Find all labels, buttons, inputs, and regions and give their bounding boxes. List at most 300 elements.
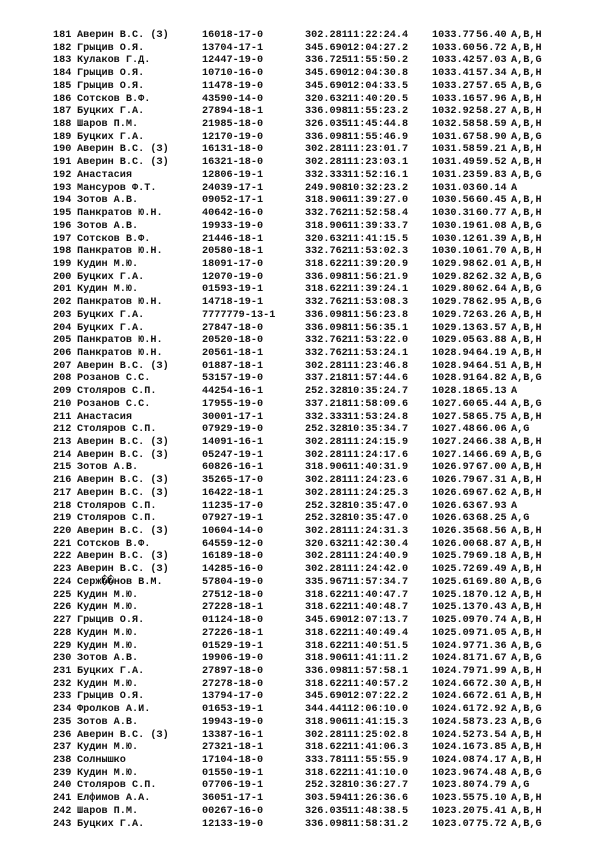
score-value: 67.31: [476, 475, 507, 487]
score-value: 71.67: [476, 653, 507, 665]
ring-code: 01653-19-1: [202, 704, 264, 716]
ring-code: 64559-12-0: [202, 538, 264, 550]
participant-name: Буцких Г.А.: [77, 271, 145, 283]
participant-name: Анастасия: [77, 411, 133, 423]
speed-value: 1024.66: [432, 678, 475, 690]
arrival-time: 10:36:27.7: [347, 780, 409, 792]
distance-value: 320.632: [305, 538, 348, 550]
speed-value: 1033.77: [432, 30, 475, 41]
participant-name: Аверин В.С. (З): [77, 437, 169, 448]
row-number: 238: [53, 754, 72, 766]
score-value: 67.00: [476, 462, 507, 474]
distance-value: 336.098: [305, 818, 348, 830]
score-value: 65.75: [476, 411, 507, 423]
speed-value: 1027.24: [432, 437, 475, 448]
ring-code: 20580-18-1: [202, 246, 264, 258]
ring-code: 27228-18-1: [202, 602, 264, 614]
distance-value: 332.762: [305, 347, 348, 359]
distance-value: 302.281: [305, 30, 348, 41]
participant-name: Шаров П.М.: [77, 119, 139, 131]
category-flags: A,B,H: [511, 157, 542, 169]
score-value: 73.85: [476, 742, 507, 754]
row-number: 241: [53, 793, 72, 805]
speed-value: 1031.23: [432, 169, 475, 181]
row-number: 235: [53, 716, 72, 728]
arrival-time: 11:23:46.8: [347, 360, 409, 372]
score-value: 63.88: [476, 335, 507, 347]
table-row: [0, 615, 600, 628]
participant-name: Кудин М.Ю.: [77, 640, 139, 652]
distance-value: 332.762: [305, 208, 348, 220]
score-value: 66.38: [476, 437, 507, 448]
participant-name: Кудин М.Ю.: [77, 602, 139, 614]
ring-code: 11235-17-0: [202, 500, 264, 512]
row-number: 210: [53, 398, 72, 410]
row-number: 219: [53, 513, 72, 525]
score-value: 62.32: [476, 271, 507, 283]
table-row: [0, 399, 600, 412]
row-number: 209: [53, 386, 72, 398]
participant-name: Зотов А.В.: [77, 220, 139, 232]
row-number: 223: [53, 564, 72, 576]
score-value: 73.23: [476, 716, 507, 728]
ring-code: 27226-18-1: [202, 627, 264, 639]
ring-code: 16189-18-0: [202, 551, 264, 563]
table-row: [0, 43, 600, 56]
score-value: 63.57: [476, 322, 507, 334]
speed-value: 1024.16: [432, 742, 475, 754]
participant-name: Панкратов Ю.Н.: [77, 347, 163, 359]
score-value: 64.19: [476, 347, 507, 359]
ring-code: 01550-19-1: [202, 767, 264, 779]
score-value: 56.72: [476, 42, 507, 54]
score-value: 68.87: [476, 538, 507, 550]
ring-code: 17104-18-0: [202, 754, 264, 766]
speed-value: 1033.16: [432, 93, 475, 105]
distance-value: 318.622: [305, 742, 348, 754]
category-flags: A,B,G: [511, 767, 542, 779]
distance-value: 318.622: [305, 589, 348, 601]
ring-code: 27278-18-0: [202, 678, 264, 690]
distance-value: 345.690: [305, 615, 348, 627]
score-value: 65.13: [476, 386, 507, 398]
table-row: [0, 94, 600, 107]
row-number: 206: [53, 347, 72, 359]
category-flags: A,B,H: [511, 246, 542, 258]
table-row: [0, 450, 600, 463]
ring-code: 12806-19-1: [202, 169, 264, 181]
score-value: 71.36: [476, 640, 507, 652]
speed-value: 1033.41: [432, 68, 475, 80]
ring-code: 13794-17-0: [202, 691, 264, 703]
speed-value: 1027.58: [432, 411, 475, 423]
participant-name: Аверин В.С. (З): [77, 526, 169, 538]
table-row: [0, 68, 600, 81]
score-value: 58.59: [476, 119, 507, 131]
ring-code: 27847-18-0: [202, 322, 264, 334]
participant-name: Серж��нов В.М.: [77, 576, 163, 588]
table-row: [0, 768, 600, 781]
category-flags: A,B,H: [511, 195, 542, 207]
score-value: 71.99: [476, 665, 507, 677]
table-row: [0, 157, 600, 170]
participant-name: Кулаков Г.Д.: [77, 55, 151, 67]
row-number: 214: [53, 449, 72, 461]
speed-value: 1024.66: [432, 691, 475, 703]
ring-code: 01593-19-1: [202, 284, 264, 296]
participant-name: Аверин В.С. (З): [77, 30, 169, 41]
participant-name: Зотов А.В.: [77, 195, 139, 207]
row-number: 191: [53, 157, 72, 169]
category-flags: A,B,G: [511, 80, 542, 92]
ring-code: 24039-17-1: [202, 182, 264, 194]
arrival-time: 11:53:08.3: [347, 297, 409, 309]
arrival-time: 12:07:22.2: [347, 691, 409, 703]
table-row: [0, 551, 600, 564]
score-value: 66.06: [476, 424, 507, 436]
category-flags: A,B,H: [511, 144, 542, 156]
score-value: 59.21: [476, 144, 507, 156]
participant-name: Аверин В.С. (З): [77, 551, 169, 563]
distance-value: 345.690: [305, 42, 348, 54]
ring-code: 19943-19-0: [202, 716, 264, 728]
speed-value: 1027.14: [432, 449, 475, 461]
speed-value: 1026.79: [432, 475, 475, 487]
table-row: [0, 742, 600, 755]
speed-value: 1026.00: [432, 538, 475, 550]
category-flags: A,B,H: [511, 805, 542, 817]
ring-code: 12070-19-0: [202, 271, 264, 283]
participant-name: Розанов С.С.: [77, 398, 151, 410]
arrival-time: 11:45:44.8: [347, 119, 409, 131]
arrival-time: 11:41:10.0: [347, 767, 409, 779]
distance-value: 318.622: [305, 640, 348, 652]
score-value: 59.83: [476, 169, 507, 181]
arrival-time: 12:04:30.8: [347, 68, 409, 80]
ring-code: 16321-18-0: [202, 157, 264, 169]
ring-code: 12170-19-0: [202, 131, 264, 143]
distance-value: 302.281: [305, 526, 348, 538]
row-number: 197: [53, 233, 72, 245]
distance-value: 332.333: [305, 169, 348, 181]
distance-value: 336.098: [305, 665, 348, 677]
distance-value: 302.281: [305, 551, 348, 563]
category-flags: A,B,H: [511, 589, 542, 601]
table-row: [0, 602, 600, 615]
category-flags: A,B,H: [511, 68, 542, 80]
table-row: [0, 501, 600, 514]
table-row: [0, 806, 600, 819]
ring-code: 43590-14-0: [202, 93, 264, 105]
category-flags: A,G: [511, 513, 530, 525]
table-row: [0, 144, 600, 157]
category-flags: A,B,H: [511, 793, 542, 805]
distance-value: 318.906: [305, 653, 348, 665]
table-row: [0, 513, 600, 526]
row-number: 198: [53, 246, 72, 258]
score-value: 72.30: [476, 678, 507, 690]
ring-code: 17955-19-0: [202, 398, 264, 410]
table-row: [0, 310, 600, 323]
score-value: 61.70: [476, 246, 507, 258]
table-row: [0, 361, 600, 374]
participant-name: Кудин М.Ю.: [77, 767, 139, 779]
speed-value: 1032.58: [432, 119, 475, 131]
table-row: [0, 641, 600, 654]
arrival-time: 11:53:22.0: [347, 335, 409, 347]
speed-value: 1030.56: [432, 195, 475, 207]
row-number: 187: [53, 106, 72, 118]
ring-code: 12447-19-0: [202, 55, 264, 67]
arrival-time: 11:40:20.5: [347, 93, 409, 105]
arrival-time: 12:04:33.5: [347, 80, 409, 92]
ring-code: 27894-18-1: [202, 106, 264, 118]
category-flags: A,B,G: [511, 398, 542, 410]
row-number: 239: [53, 767, 72, 779]
speed-value: 1030.19: [432, 220, 475, 232]
table-row: [0, 386, 600, 399]
arrival-time: 11:57:58.1: [347, 665, 409, 677]
arrival-time: 11:24:17.6: [347, 449, 409, 461]
participant-name: Столяров С.П.: [77, 513, 157, 525]
row-number: 193: [53, 182, 72, 194]
distance-value: 332.762: [305, 246, 348, 258]
distance-value: 252.328: [305, 513, 348, 525]
category-flags: A,B,H: [511, 538, 542, 550]
table-row: [0, 717, 600, 730]
participant-name: Зотов А.В.: [77, 716, 139, 728]
arrival-time: 11:24:40.9: [347, 551, 409, 563]
category-flags: A,B,H: [511, 691, 542, 703]
row-number: 232: [53, 678, 72, 690]
table-row: [0, 183, 600, 196]
row-number: 205: [53, 335, 72, 347]
speed-value: 1030.10: [432, 246, 475, 258]
distance-value: 344.441: [305, 704, 348, 716]
participant-name: Буцких Г.А.: [77, 665, 145, 677]
ring-code: 13387-16-1: [202, 729, 264, 741]
distance-value: 302.281: [305, 729, 348, 741]
participant-name: Мансуров Ф.Т.: [77, 182, 157, 194]
score-value: 68.56: [476, 526, 507, 538]
category-flags: A,B,H: [511, 437, 542, 448]
distance-value: 318.906: [305, 716, 348, 728]
table-row: [0, 819, 600, 832]
speed-value: 1024.61: [432, 704, 475, 716]
score-value: 69.49: [476, 564, 507, 576]
participant-name: Аверин В.С. (З): [77, 449, 169, 461]
row-number: 211: [53, 411, 72, 423]
distance-value: 320.632: [305, 233, 348, 245]
table-row: [0, 704, 600, 717]
category-flags: A,B,H: [511, 615, 542, 627]
distance-value: 302.281: [305, 157, 348, 169]
arrival-time: 12:06:10.0: [347, 704, 409, 716]
score-value: 59.52: [476, 157, 507, 169]
score-value: 57.03: [476, 55, 507, 67]
ring-code: 27897-18-0: [202, 665, 264, 677]
participant-name: Аверин В.С. (З): [77, 729, 169, 741]
participant-name: Аверин В.С. (З): [77, 157, 169, 169]
ring-code: 10604-14-0: [202, 526, 264, 538]
score-value: 56.40: [476, 30, 507, 41]
score-value: 66.69: [476, 449, 507, 461]
ring-code: 19933-19-0: [202, 220, 264, 232]
score-value: 75.10: [476, 793, 507, 805]
ring-code: 19906-19-0: [202, 653, 264, 665]
row-number: 226: [53, 602, 72, 614]
participant-name: Елфимов А.А.: [77, 793, 151, 805]
distance-value: 318.622: [305, 627, 348, 639]
arrival-time: 11:53:24.1: [347, 347, 409, 359]
participant-name: Аверин В.С. (З): [77, 360, 169, 372]
distance-value: 336.098: [305, 322, 348, 334]
arrival-time: 11:56:21.9: [347, 271, 409, 283]
arrival-time: 11:53:24.8: [347, 411, 409, 423]
table-row: [0, 119, 600, 132]
table-row: [0, 666, 600, 679]
speed-value: 1027.60: [432, 398, 475, 410]
score-value: 63.26: [476, 309, 507, 321]
participant-name: Столяров С.П.: [77, 780, 157, 792]
arrival-time: 11:39:20.9: [347, 258, 409, 270]
row-number: 240: [53, 780, 72, 792]
row-number: 212: [53, 424, 72, 436]
category-flags: A,B,H: [511, 729, 542, 741]
participant-name: Грыцив О.Я.: [77, 42, 145, 54]
participant-name: Сотсков В.Ф.: [77, 538, 151, 550]
category-flags: A,B,H: [511, 754, 542, 766]
distance-value: 332.762: [305, 297, 348, 309]
arrival-time: 11:57:34.7: [347, 576, 409, 588]
table-row: [0, 793, 600, 806]
row-number: 196: [53, 220, 72, 232]
table-row: [0, 272, 600, 285]
table-row: [0, 323, 600, 336]
speed-value: 1025.18: [432, 589, 475, 601]
score-value: 68.25: [476, 513, 507, 525]
category-flags: A,B,H: [511, 526, 542, 538]
ring-code: 60826-16-1: [202, 462, 264, 474]
score-value: 62.01: [476, 258, 507, 270]
arrival-time: 11:23:03.1: [347, 157, 409, 169]
distance-value: 345.690: [305, 691, 348, 703]
category-flags: A: [511, 500, 518, 512]
row-number: 228: [53, 627, 72, 639]
ring-code: 20520-18-0: [202, 335, 264, 347]
speed-value: 1029.05: [432, 335, 475, 347]
participant-name: Грыцив О.Я.: [77, 80, 145, 92]
speed-value: 1025.72: [432, 564, 475, 576]
score-value: 74.79: [476, 780, 507, 792]
distance-value: 318.622: [305, 767, 348, 779]
ring-code: 40642-16-0: [202, 208, 264, 220]
table-row: [0, 55, 600, 68]
speed-value: 1026.97: [432, 462, 475, 474]
row-number: 192: [53, 169, 72, 181]
table-row: [0, 780, 600, 793]
category-flags: A,B,H: [511, 93, 542, 105]
category-flags: A,B,G: [511, 704, 542, 716]
participant-name: Буцких Г.А.: [77, 309, 145, 321]
ring-code: 18091-17-0: [202, 258, 264, 270]
distance-value: 302.281: [305, 487, 348, 499]
distance-value: 326.035: [305, 119, 348, 131]
table-row: [0, 132, 600, 145]
ring-code: 36051-17-1: [202, 793, 264, 805]
category-flags: A,G: [511, 424, 530, 436]
score-value: 70.12: [476, 589, 507, 601]
ring-code: 21985-18-0: [202, 119, 264, 131]
arrival-time: 11:24:23.6: [347, 475, 409, 487]
row-number: 243: [53, 818, 72, 830]
table-row: [0, 106, 600, 119]
table-row: [0, 755, 600, 768]
category-flags: A,B,H: [511, 309, 542, 321]
distance-value: 336.098: [305, 271, 348, 283]
category-flags: A,B,G: [511, 640, 542, 652]
category-flags: A,B,G: [511, 297, 542, 309]
row-number: 186: [53, 93, 72, 105]
table-row: [0, 259, 600, 272]
category-flags: A,B,H: [511, 208, 542, 220]
participant-name: Панкратов Ю.Н.: [77, 297, 163, 309]
participant-name: Буцких Г.А.: [77, 322, 145, 334]
ring-code: 21446-18-1: [202, 233, 264, 245]
arrival-time: 11:40:57.2: [347, 678, 409, 690]
arrival-time: 11:55:23.2: [347, 106, 409, 118]
arrival-time: 11:40:31.9: [347, 462, 409, 474]
ring-code: 01124-18-0: [202, 615, 264, 627]
score-value: 72.92: [476, 704, 507, 716]
table-row: [0, 348, 600, 361]
distance-value: 332.762: [305, 335, 348, 347]
table-row: [0, 297, 600, 310]
participant-name: Буцких Г.А.: [77, 818, 145, 830]
arrival-time: 11:25:02.8: [347, 729, 409, 741]
arrival-time: 10:35:47.0: [347, 500, 409, 512]
distance-value: 302.281: [305, 449, 348, 461]
row-number: 220: [53, 526, 72, 538]
speed-value: 1024.58: [432, 716, 475, 728]
arrival-time: 11:40:49.4: [347, 627, 409, 639]
score-value: 75.72: [476, 818, 507, 830]
arrival-time: 11:41:06.3: [347, 742, 409, 754]
ring-code: 07929-19-0: [202, 424, 264, 436]
row-number: 213: [53, 437, 72, 448]
table-row: [0, 246, 600, 259]
ring-code: 14285-16-0: [202, 564, 264, 576]
category-flags: A: [511, 386, 518, 398]
row-number: 217: [53, 487, 72, 499]
table-row: [0, 526, 600, 539]
table-row: [0, 208, 600, 221]
table-row: [0, 577, 600, 590]
distance-value: 337.218: [305, 398, 348, 410]
score-value: 72.61: [476, 691, 507, 703]
row-number: 195: [53, 208, 72, 220]
category-flags: A,B,G: [511, 818, 542, 830]
score-value: 69.80: [476, 576, 507, 588]
speed-value: 1023.96: [432, 767, 475, 779]
distance-value: 335.967: [305, 576, 348, 588]
arrival-time: 11:41:11.2: [347, 653, 409, 665]
distance-value: 318.906: [305, 195, 348, 207]
speed-value: 1025.79: [432, 551, 475, 563]
distance-value: 336.725: [305, 55, 348, 67]
table-row: [0, 30, 600, 43]
category-flags: A,B,H: [511, 551, 542, 563]
